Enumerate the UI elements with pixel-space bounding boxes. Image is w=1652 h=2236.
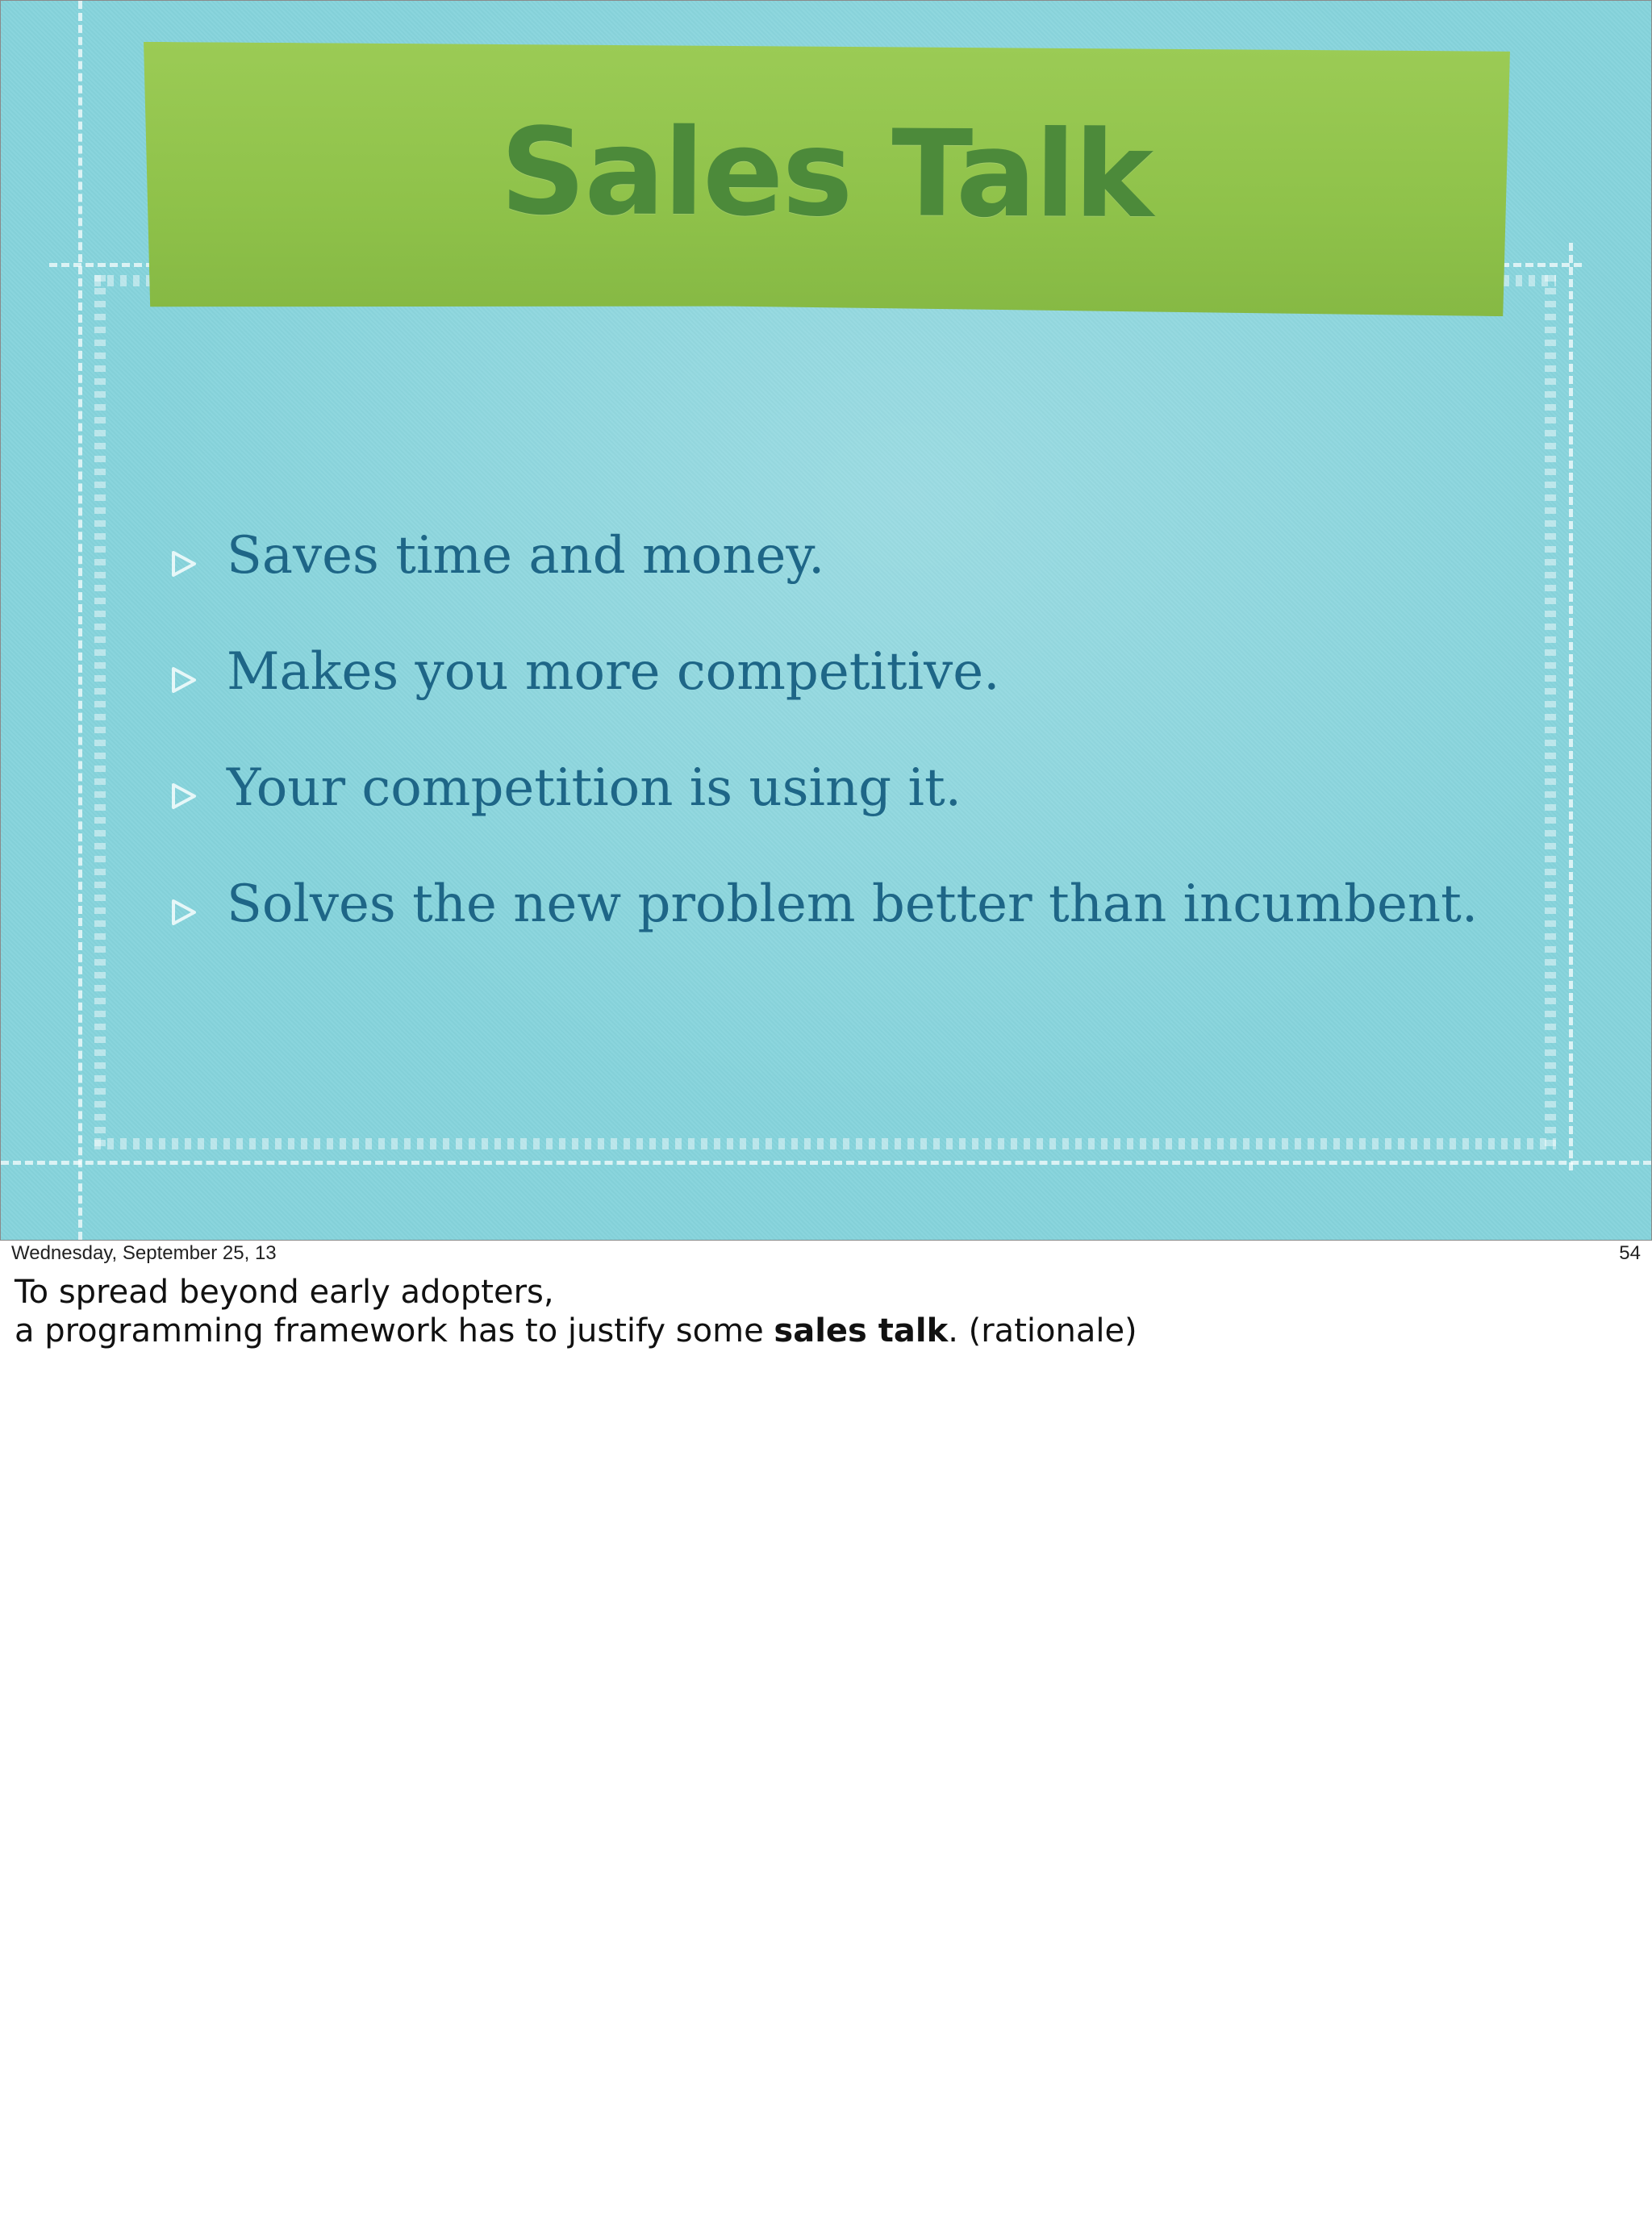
notes-line-2: [15, 1312, 1137, 1350]
speaker-notes: [15, 1273, 1137, 1350]
bullet-item: [170, 525, 1478, 641]
notes-line-2-prefix: a programming framework has to justify some: [15, 1312, 774, 1350]
arrow-border-left: [94, 275, 106, 1146]
triangle-bullet-icon: [170, 548, 198, 580]
triangle-bullet-icon: [170, 896, 198, 928]
bullet-item: [170, 757, 1478, 874]
bullet-text: Solves the new problem better than incumbent.: [227, 874, 1479, 934]
slide-title: Sales Talk: [499, 102, 1153, 245]
triangle-bullet-icon: [170, 780, 198, 812]
bullet-text: Makes you more competitive.: [227, 642, 1000, 702]
bullet-text: Saves time and money.: [227, 526, 825, 586]
stitch-bottom: [1, 1161, 1651, 1165]
bullet-item: [170, 641, 1478, 757]
triangle-bullet-icon: [170, 664, 198, 696]
arrow-border-bottom: [94, 1138, 1556, 1149]
bullet-text: Your competition is using it.: [227, 758, 962, 818]
notes-line-2-suffix: . (rationale): [948, 1312, 1137, 1350]
notes-line-1: To spread beyond early adopters,: [15, 1274, 554, 1311]
stitch-left: [78, 1, 82, 1240]
bullet-item: [170, 874, 1478, 990]
notes-emphasis: sales talk: [774, 1312, 949, 1350]
stitch-right: [1569, 243, 1573, 1170]
bullet-list: [170, 525, 1478, 990]
footer-date: Wednesday, September 25, 13: [11, 1242, 277, 1264]
arrow-border-top-right: [1503, 275, 1556, 286]
footer-page-number: 54: [1619, 1242, 1641, 1264]
arrow-border-right: [1545, 275, 1556, 1146]
